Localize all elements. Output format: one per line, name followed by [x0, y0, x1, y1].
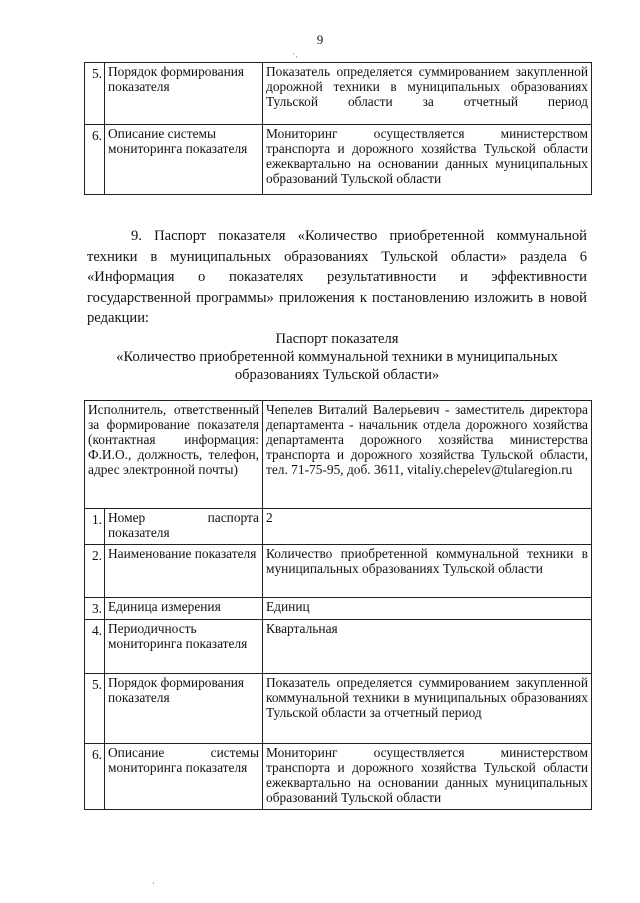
passport-title: Паспорт показателя: [275, 331, 399, 347]
table-row: [85, 744, 592, 810]
row-value: Показатель определяется суммированием закупленной коммунальной техники в муниципальных образованиях Тульской области за отчетный период: [263, 674, 592, 744]
row-label: Описание системы мониторинга показателя: [105, 125, 263, 195]
row-number: 5.: [85, 63, 105, 125]
row-value: Мониторинг осуществляется министерством транспорта и дорожного хозяйства Тульской области ежеквартально на основании данных муниципальных образований Тульской области: [263, 744, 592, 810]
row-value: Показатель определяется суммированием закупленной дорожной техники в муниципальных образованиях Тульской области за отчетный период: [263, 63, 592, 125]
passport-subtitle: «Количество приобретенной коммунальной техники в муниципальных образованиях Тульской области»: [116, 349, 558, 383]
row-label: Наименование показателя: [105, 545, 263, 598]
table-row: [85, 63, 592, 125]
executor-row: [85, 401, 592, 509]
row-value: Квартальная: [263, 620, 592, 674]
table-row: [85, 620, 592, 674]
executor-label: Исполнитель, ответственный за формирование показателя (контактная информация: Ф.И.О., должность, телефон, адрес электронной почты): [85, 401, 263, 509]
passport-heading: [87, 330, 587, 384]
paragraph-text: 9. Паспорт показателя «Количество приобретенной коммунальной техники в муниципальных образованиях Тульской области» раздела 6 «Информация о показателях результативности и эффективности государственной программы» приложения к постановлению изложить в новой редакции:: [87, 228, 587, 327]
table-row: [85, 125, 592, 195]
page-number: 9: [316, 32, 324, 47]
indicator-table-continued: [84, 62, 592, 195]
row-number: 4.: [85, 620, 105, 674]
row-value: Мониторинг осуществляется министерством транспорта и дорожного хозяйства Тульской области ежеквартально на основании данных муниципальных образований Тульской области: [263, 125, 592, 195]
scan-mark: ·: [152, 878, 155, 888]
row-label: Порядок формирования показателя: [105, 674, 263, 744]
row-number: 2.: [85, 545, 105, 598]
amendment-paragraph: [87, 226, 587, 329]
row-number: 6.: [85, 125, 105, 195]
row-label: Описание системы мониторинга показателя: [105, 744, 263, 810]
executor-value: Чепелев Виталий Валерьевич - заместитель директора департамента - начальник отдела дорожного хозяйства департамента дорожного хозяйства министерства транспорта и дорожного хозяйства Тульской области, тел. 71-75-95, доб. 3611, vitaliy.chepelev@tularegion.ru: [263, 401, 592, 509]
row-value: 2: [263, 509, 592, 545]
indicator-passport-table: [84, 400, 592, 810]
scan-mark: ˙·: [292, 52, 298, 62]
table-row: [85, 545, 592, 598]
table-row: [85, 598, 592, 620]
row-label: Единица измерения: [105, 598, 263, 620]
row-value: Единиц: [263, 598, 592, 620]
row-number: 6.: [85, 744, 105, 810]
table-row: [85, 509, 592, 545]
row-label: Номер паспорта показателя: [105, 509, 263, 545]
row-number: 5.: [85, 674, 105, 744]
row-number: 1.: [85, 509, 105, 545]
row-value: Количество приобретенной коммунальной техники в муниципальных образованиях Тульской области: [263, 545, 592, 598]
row-label: Периодичность мониторинга показателя: [105, 620, 263, 674]
row-label: Порядок формирования показателя: [105, 63, 263, 125]
row-number: 3.: [85, 598, 105, 620]
table-row: [85, 674, 592, 744]
